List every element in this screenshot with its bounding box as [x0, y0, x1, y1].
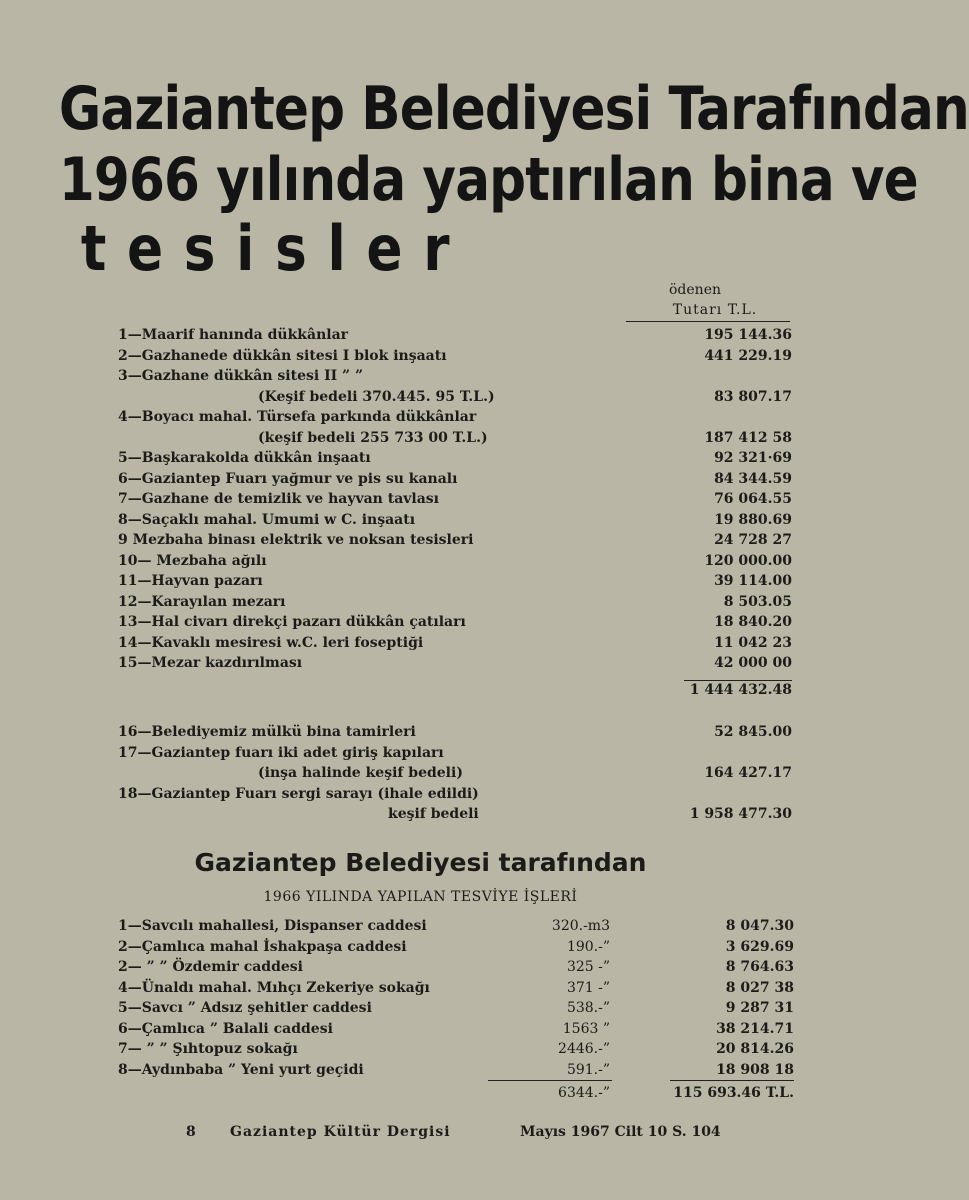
- row-label: 4—Ünaldı mahal. Mıhçı Zekeriye sokağı: [118, 979, 430, 996]
- row-label: 2—Gazhanede dükkân sitesi I blok inşaatı: [118, 347, 447, 364]
- row-label: (Keşif bedeli 370.445. 95 T.L.): [258, 388, 495, 405]
- row-amount: 441 229.19: [704, 347, 792, 364]
- row-label: 3—Gazhane dükkân sitesi II ” ”: [118, 368, 364, 384]
- row-label: 13—Hal civarı direkçi pazarı dükkân çatıları: [118, 614, 466, 630]
- row-amount: 38 214.71: [716, 1020, 794, 1037]
- row-quantity: 2446.-”: [558, 1041, 610, 1057]
- journal-name: Gaziantep Kültür Dergisi: [230, 1124, 451, 1140]
- row-label: 9 Mezbaha binası elektrik ve noksan tesisleri: [118, 532, 474, 548]
- subtotal-rule: [684, 680, 792, 681]
- row-label: 17—Gaziantep fuarı iki adet giriş kapıları: [118, 744, 444, 761]
- row-amount: 20 814.26: [716, 1041, 794, 1057]
- row-label: 7—Gazhane de temizlik ve hayvan tavlası: [118, 491, 439, 507]
- section-2-title: Gaziantep Belediyesi tarafından: [194, 848, 647, 877]
- row-amount: 52 845.00: [714, 724, 792, 740]
- row-label: 6—Çamlıca ” Balali caddesi: [118, 1020, 333, 1037]
- row-label: 10— Mezbaha ağılı: [118, 552, 267, 569]
- row-amount: 8 764.63: [725, 959, 794, 975]
- row-quantity: 325 -”: [566, 959, 610, 975]
- row-amount: 120 000.00: [704, 552, 792, 569]
- row-amount: 8 027 38: [725, 979, 794, 996]
- row-label: 4—Boyacı mahal. Türsefa parkında dükkânlar: [118, 409, 477, 425]
- qty-total-rule: [488, 1080, 612, 1081]
- row-label: 2— ” ” Özdemir caddesi: [118, 959, 303, 975]
- page-title-line-2: 1966 yılında yaptırılan bina ve: [58, 145, 918, 215]
- row-label: 1—Savcılı mahallesi, Dispanser caddesi: [118, 918, 427, 934]
- row-amount: 195 144.36: [704, 327, 792, 343]
- header-rule: [626, 321, 790, 322]
- column-header-amount: Tutarı T.L.: [672, 302, 758, 318]
- row-quantity: 320.-m3: [551, 918, 610, 934]
- subtotal-amount: 1 444 432.48: [689, 682, 792, 698]
- row-label: 6—Gaziantep Fuarı yağmur ve pis su kanalı: [118, 470, 458, 487]
- row-label: 5—Savcı ” Adsız şehitler caddesi: [118, 1000, 372, 1016]
- row-label: 11—Hayvan pazarı: [118, 573, 263, 589]
- row-label: keşif bedeli: [388, 806, 479, 822]
- row-amount: 24 728 27: [714, 532, 792, 548]
- row-quantity: 538.-”: [566, 1000, 610, 1016]
- row-amount: 92 321·69: [714, 450, 792, 466]
- column-header-paid: ödenen: [669, 282, 721, 298]
- row-amount: 3 629.69: [725, 938, 794, 955]
- row-amount: 39 114.00: [714, 573, 792, 589]
- row-label: 15—Mezar kazdırılması: [118, 655, 303, 671]
- levelling-total-amount: 115 693.46 T.L.: [673, 1085, 794, 1101]
- row-amount: 11 042 23: [714, 634, 792, 651]
- row-quantity: 591.-”: [566, 1061, 610, 1078]
- row-amount: 42 000 00: [714, 655, 792, 671]
- row-amount: 8 047.30: [725, 918, 794, 934]
- row-amount: 83 807.17: [714, 388, 792, 405]
- row-amount: 18 908 18: [716, 1061, 794, 1078]
- row-amount: 76 064.55: [714, 491, 792, 507]
- row-label: 14—Kavaklı mesiresi w.C. leri foseptiği: [118, 634, 424, 651]
- amount-total-rule: [670, 1080, 794, 1081]
- row-amount: 164 427.17: [704, 765, 792, 781]
- row-label: 2—Çamlıca mahal İshakpaşa caddesi: [118, 938, 407, 955]
- row-label: (inşa halinde keşif bedeli): [258, 765, 463, 781]
- row-label: (keşif bedeli 255 733 00 T.L.): [258, 429, 488, 446]
- row-label: 12—Karayılan mezarı: [118, 593, 286, 610]
- row-amount: 1 958 477.30: [689, 806, 792, 822]
- page-number: 8: [186, 1124, 196, 1140]
- row-quantity: 190.-”: [566, 938, 610, 955]
- issue-info: Mayıs 1967 Cilt 10 S. 104: [520, 1124, 721, 1140]
- row-quantity: 371 -”: [566, 979, 610, 996]
- row-label: 5—Başkarakolda dükkân inşaatı: [118, 450, 371, 466]
- row-label: 16—Belediyemiz mülkü bina tamirleri: [118, 724, 416, 740]
- page-title-line-1: Gaziantep Belediyesi Tarafından: [58, 74, 969, 144]
- row-amount: 18 840.20: [714, 614, 792, 630]
- row-amount: 8 503.05: [723, 593, 792, 610]
- row-label: 18—Gaziantep Fuarı sergi sarayı (ihale edildi): [118, 785, 479, 802]
- row-amount: 187 412 58: [704, 429, 792, 446]
- page-title-line-3: tesisler: [80, 212, 471, 285]
- row-quantity: 1563 ”: [562, 1020, 610, 1037]
- row-label: 1—Maarif hanında dükkânlar: [118, 327, 349, 343]
- row-label: 8—Aydınbaba ” Yeni yurt geçidi: [118, 1061, 364, 1078]
- row-label: 8—Saçaklı mahal. Umumi w C. inşaatı: [118, 511, 416, 528]
- levelling-total-qty: 6344.-”: [558, 1085, 610, 1101]
- section-2-subtitle: 1966 YILINDA YAPILAN TESVİYE İŞLERİ: [263, 889, 578, 905]
- row-amount: 84 344.59: [714, 470, 792, 487]
- row-label: 7— ” ” Şıhtopuz sokağı: [118, 1041, 298, 1057]
- row-amount: 19 880.69: [714, 511, 792, 528]
- row-amount: 9 287 31: [725, 1000, 794, 1016]
